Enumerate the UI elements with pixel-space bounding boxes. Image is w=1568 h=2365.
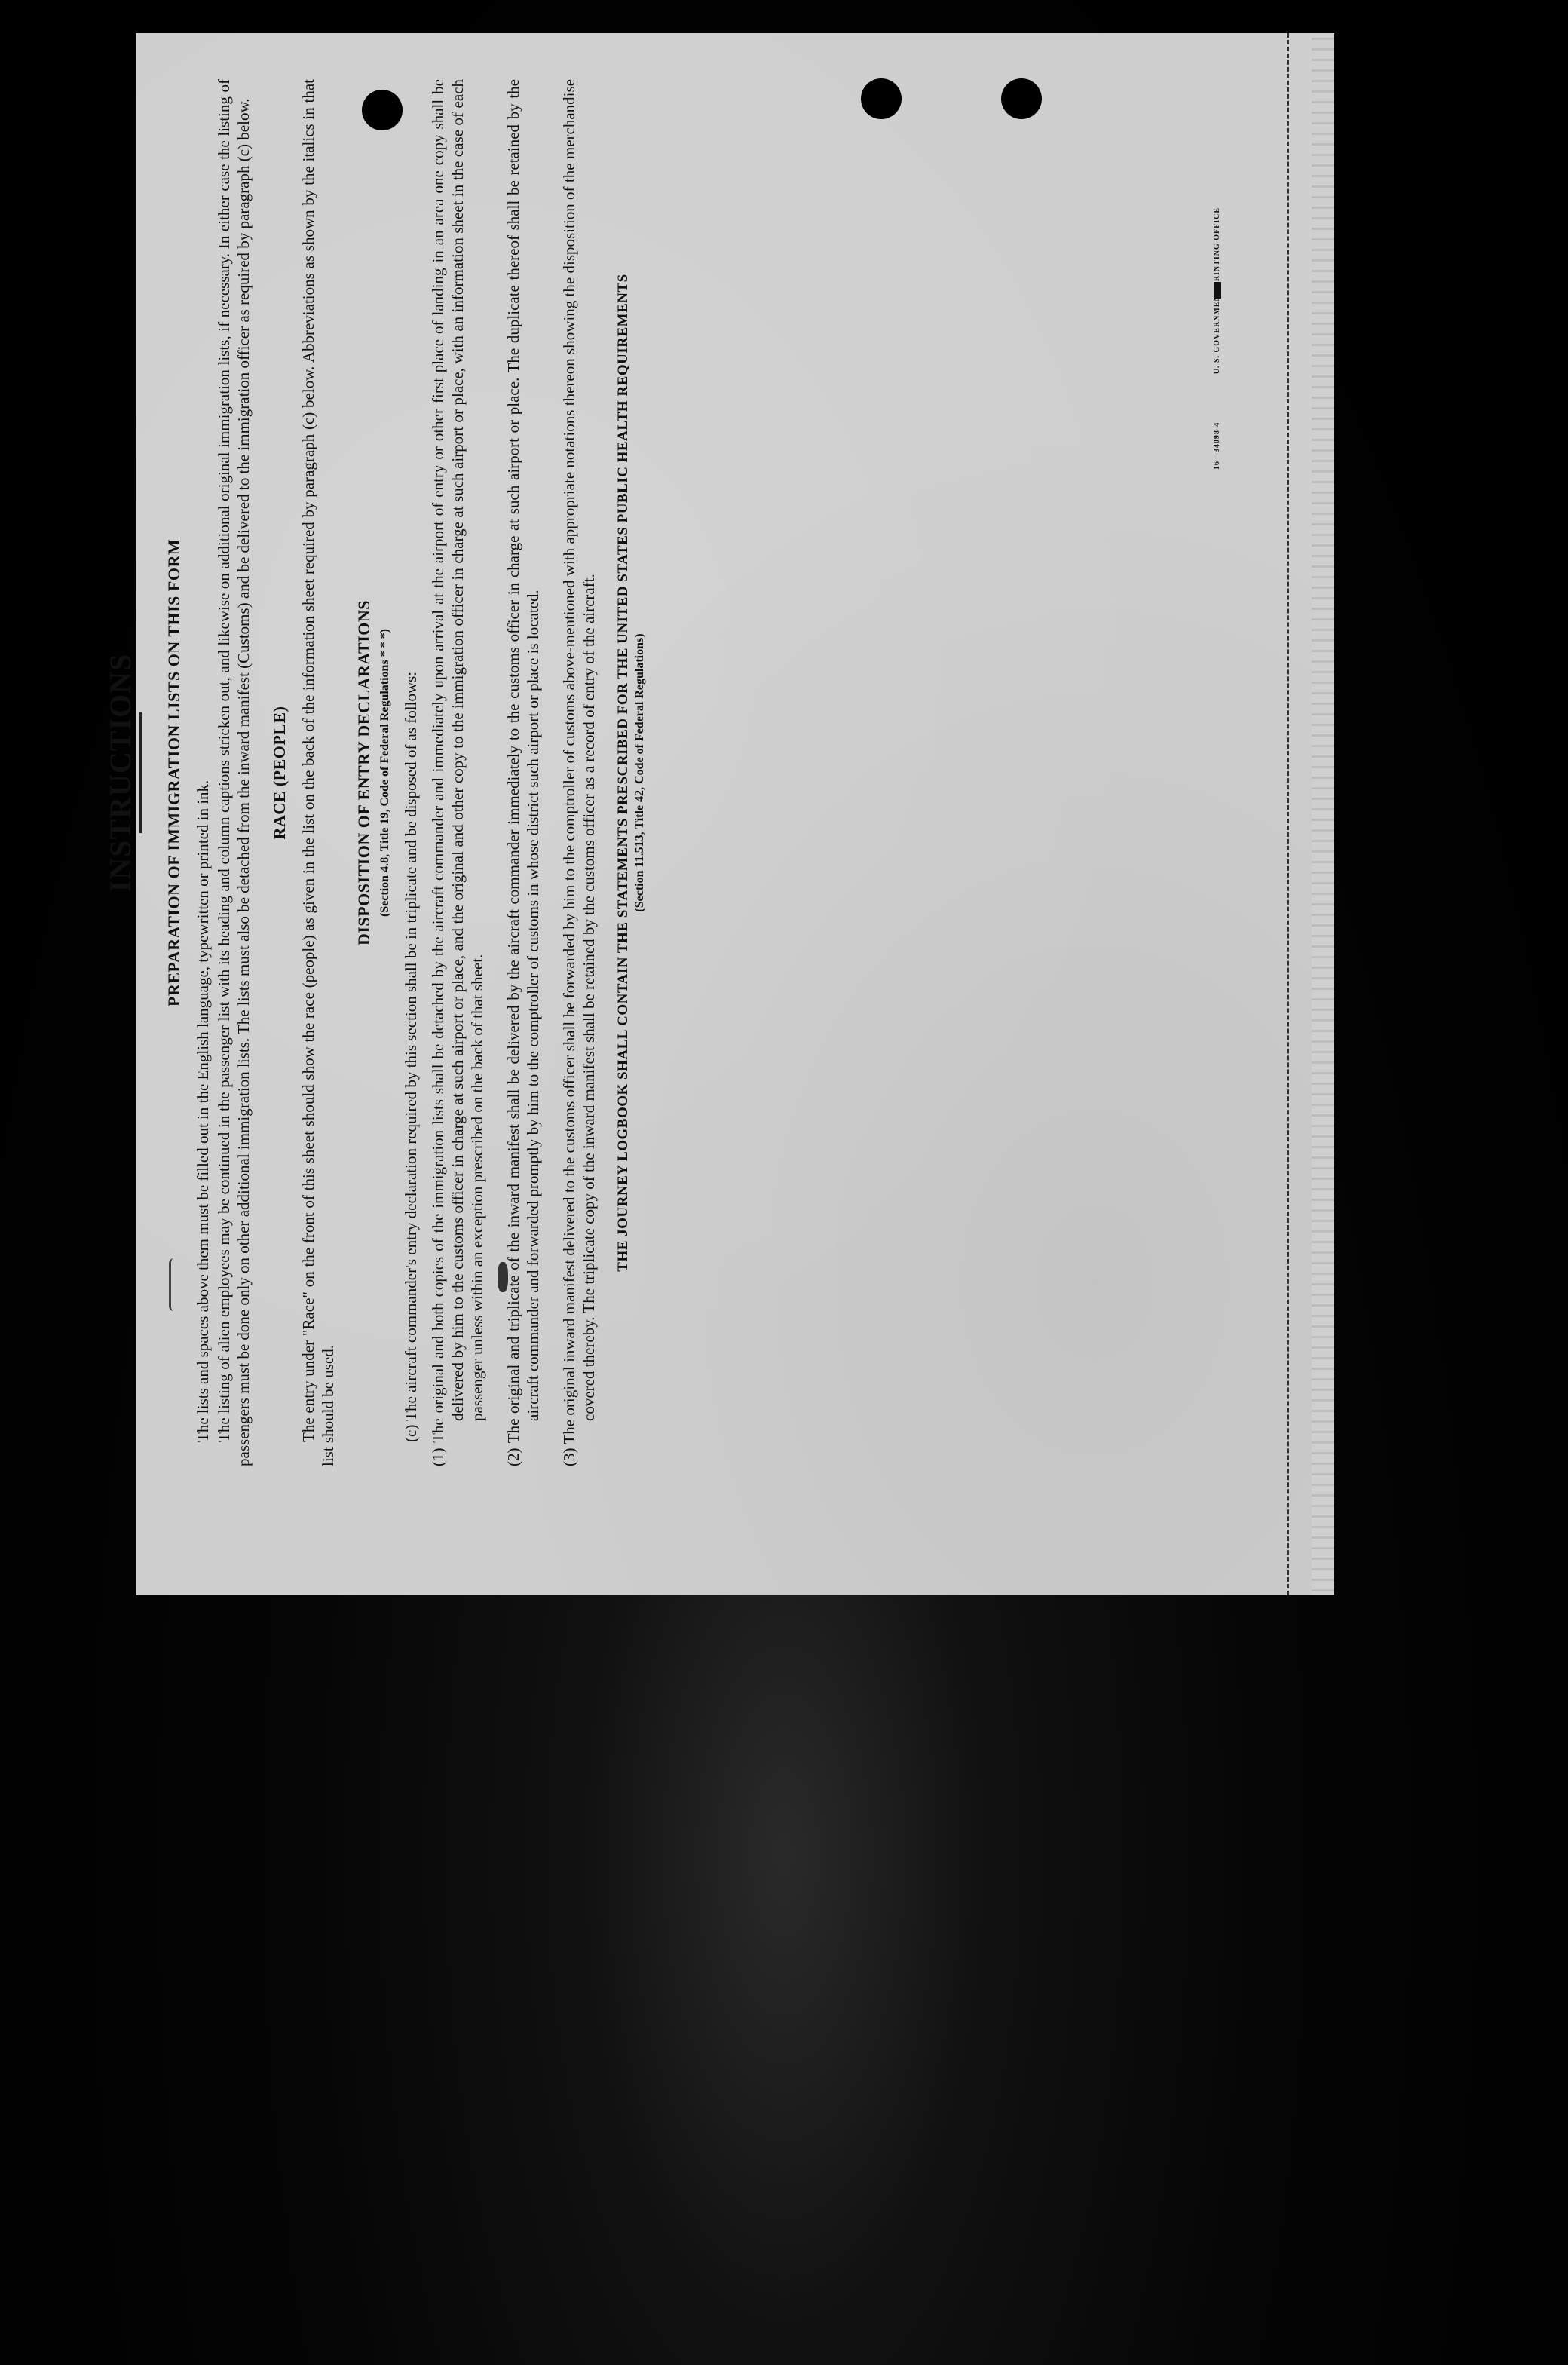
page-title: INSTRUCTIONS <box>103 653 137 893</box>
disposition-intro: (c) The aircraft commander's entry declaration required by this section shall be in triplicate and be disposed of as follows: <box>402 671 420 1442</box>
title-underline <box>139 712 142 833</box>
disposition-list <box>428 79 599 1466</box>
instructions-text-block <box>45 26 1221 1519</box>
disposition-citation: (Section 4.8, Title 19, Code of Federal Regulations * * *) <box>378 628 391 918</box>
disposition-item-2: (2) The original and triplicate of the inward manifest shall be delivered by the aircraft commander immediately to the customs officer in charge at such airport or place. The duplicate thereof shall be retained by the aircraft commander and forwarded promptly by him to the comptroller of customs in whose district such airport or place is located. <box>504 79 542 1466</box>
torn-edge <box>1312 33 1334 1595</box>
logbook-citation: (Section 11.513, Title 42, Code of Federal Regulations) <box>633 633 646 912</box>
printer-imprint <box>1213 162 1221 470</box>
perforation-line <box>1287 33 1289 1595</box>
preparation-paragraph-2: The listing of alien employees may be continued in the passenger list with its heading and column captions stricken out, and likewise on additional original immigration lists, if necessary. In either case the listing of passengers must be done only on other additional immigration lists. The lists must also be detached from the inward manifest (Customs) and be delivered to the immigration officer as required by paragraph (c) below. <box>215 79 253 1466</box>
printer-name: U. S. GOVERNMENT PRINTING OFFICE <box>1213 207 1221 375</box>
race-paragraph: The entry under "Race" on the front of this sheet should show the race (people) as given in the list on the back of the information sheet required by paragraph (c) below. Abbreviations as shown by the italics in that list should be used. <box>299 79 337 1466</box>
preparation-heading: PREPARATION OF IMMIGRATION LISTS ON THIS FORM <box>164 538 183 1007</box>
preparation-paragraph-1: The lists and spaces above them must be filled out in the English language, typewritten or printed in ink. <box>194 780 212 1442</box>
form-number: 16—34098-4 <box>1213 421 1221 470</box>
logbook-heading: THE JOURNEY LOGBOOK SHALL CONTAIN THE STATEMENTS PRESCRIBED FOR THE UNITED STATES PUBLIC HEALTH REQUIREMENTS <box>615 274 631 1272</box>
race-heading: RACE (PEOPLE) <box>270 706 289 840</box>
disposition-item-3: (3) The original inward manifest delivered to the customs officer shall be forwarded by him to the comptroller of customs above-mentioned with appropriate notations thereon showing the disposition of the merchandise covered thereby. The triplicate copy of the inward manifest shall be retained by the customs officer as a record of entry of the aircraft. <box>560 79 598 1466</box>
disposition-item-1: (1) The original and both copies of the immigration lists shall be detached by the aircraft commander and immediately upon arrival at the airport of entry or other first place of landing in an area one copy shall be delivered by him to the customs officer in charge at such airport or place, and the original and other copy to the immigration officer in charge at such airport or place, with an information sheet in the case of each passenger unless within an exception prescribed on the back of that sheet. <box>429 79 486 1466</box>
disposition-heading: DISPOSITION OF ENTRY DECLARATIONS <box>354 599 373 946</box>
